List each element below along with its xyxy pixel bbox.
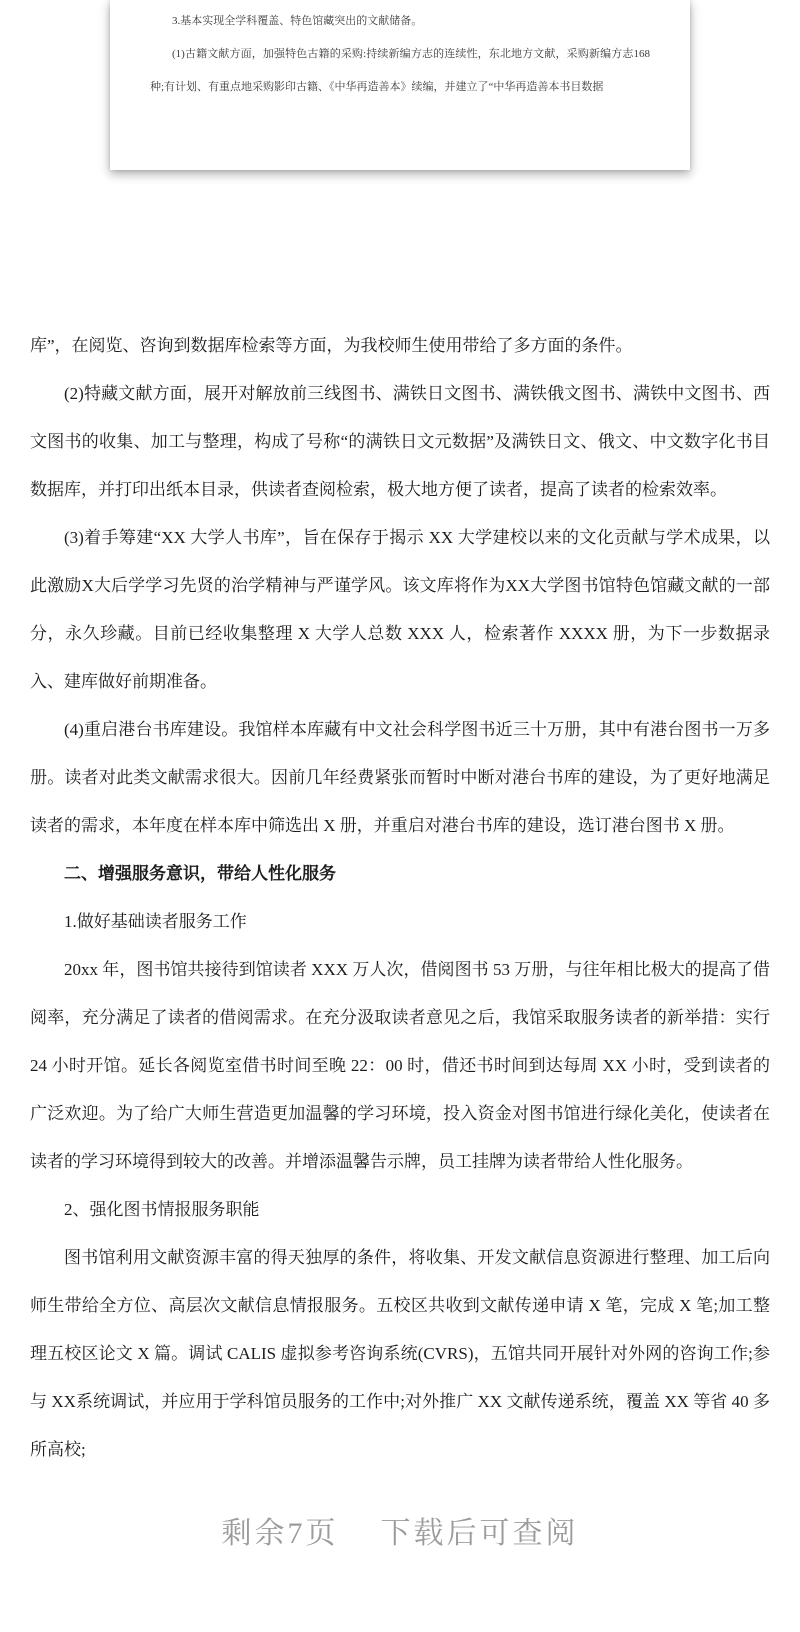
download-hint-label: 下载后可查阅 [380, 1517, 579, 1550]
document-paragraph: 20xx 年，图书馆共接待到馆读者 XXX 万人次，借阅图书 53 万册，与往年相比极大的提高了借阅率，充分满足了读者的借阅需求。在充分汲取读者意见之后，我馆采取服务读者的新举措：实行24 小时开馆。延长各阅览室借书时间至晚 22：00 时，借还书时间到达每周 XX 小时，受到读者的广泛欢迎。为了给广大师生营造更加温馨的学习环境，投入资金对图书馆进行绿化美化，使读者在读者的学习环境得到较大的改善。并增添温馨告示牌，员工挂牌为读者带给人性化服务。 [30, 960, 770, 1171]
section-heading: 二、增强服务意识，带给人性化服务 [64, 864, 336, 883]
prev-page-paragraph: 3.基本实现全学科覆盖、特色馆藏突出的文献储备。 [172, 15, 423, 27]
document-paragraph: (2)特藏文献方面，展开对解放前三线图书、满铁日文图书、满铁俄文图书、满铁中文图书、西文图书的收集、加工与整理，构成了号称“的满铁日文元数据”及满铁日文、俄文、中文数字化书目数据库，并打印出纸本目录，供读者查阅检索，极大地方便了读者，提高了读者的检索效率。 [30, 384, 770, 499]
subsection-heading: 2、强化图书情报服务职能 [64, 1200, 260, 1219]
remaining-pages-notice [0, 1508, 800, 1632]
document-paragraph: (4)重启港台书库建设。我馆样本库藏有中文社会科学图书近三十万册，其中有港台图书一万多册。读者对此类文献需求很大。因前几年经费紧张而暂时中断对港台书库的建设，为了更好地满足读者的需求，本年度在样本库中筛选出 X 册，并重启对港台书库的建设，选订港台图书 X 册。 [30, 720, 770, 835]
document-paragraph: 库”，在阅览、咨询到数据库检索等方面，为我校师生使用带给了多方面的条件。 [30, 336, 633, 355]
document-paragraph: (3)着手筹建“XX 大学人书库”，旨在保存于揭示 XX 大学建校以来的文化贡献与学术成果，以此激励X大后学学习先贤的治学精神与严谨学风。该文库将作为XX大学图书馆特色馆藏文献的一部分，永久珍藏。目前已经收集整理 X 大学人总数 XXX 人，检索著作 XXXX 册，为下一步数据录入、建库做好前期准备。 [30, 528, 770, 691]
document-page-body [0, 170, 800, 1474]
previous-page-card [110, 0, 690, 170]
pages-left-label: 剩余7页 [221, 1517, 339, 1550]
prev-page-paragraph: (1)古籍文献方面，加强特色古籍的采购:持续新编方志的连续性，东北地方文献，采购新编方志168 种;有计划、有重点地采购影印古籍、《中华再造善本》续编，并建立了“中华再造善本书目数据 [150, 48, 650, 93]
subsection-heading: 1.做好基础读者服务工作 [64, 912, 247, 931]
document-paragraph: 图书馆利用文献资源丰富的得天独厚的条件，将收集、开发文献信息资源进行整理、加工后向师生带给全方位、高层次文献信息情报服务。五校区共收到文献传递申请 X 笔，完成 X 笔;加工整理五校区论文 X 篇。调试 CALIS 虚拟参考咨询系统(CVRS)，五馆共同开展针对外网的咨询工作;参与 XX系统调试，并应用于学科馆员服务的工作中;对外推广 XX 文献传递系统，覆盖 XX 等省 40 多所高校; [30, 1248, 770, 1459]
